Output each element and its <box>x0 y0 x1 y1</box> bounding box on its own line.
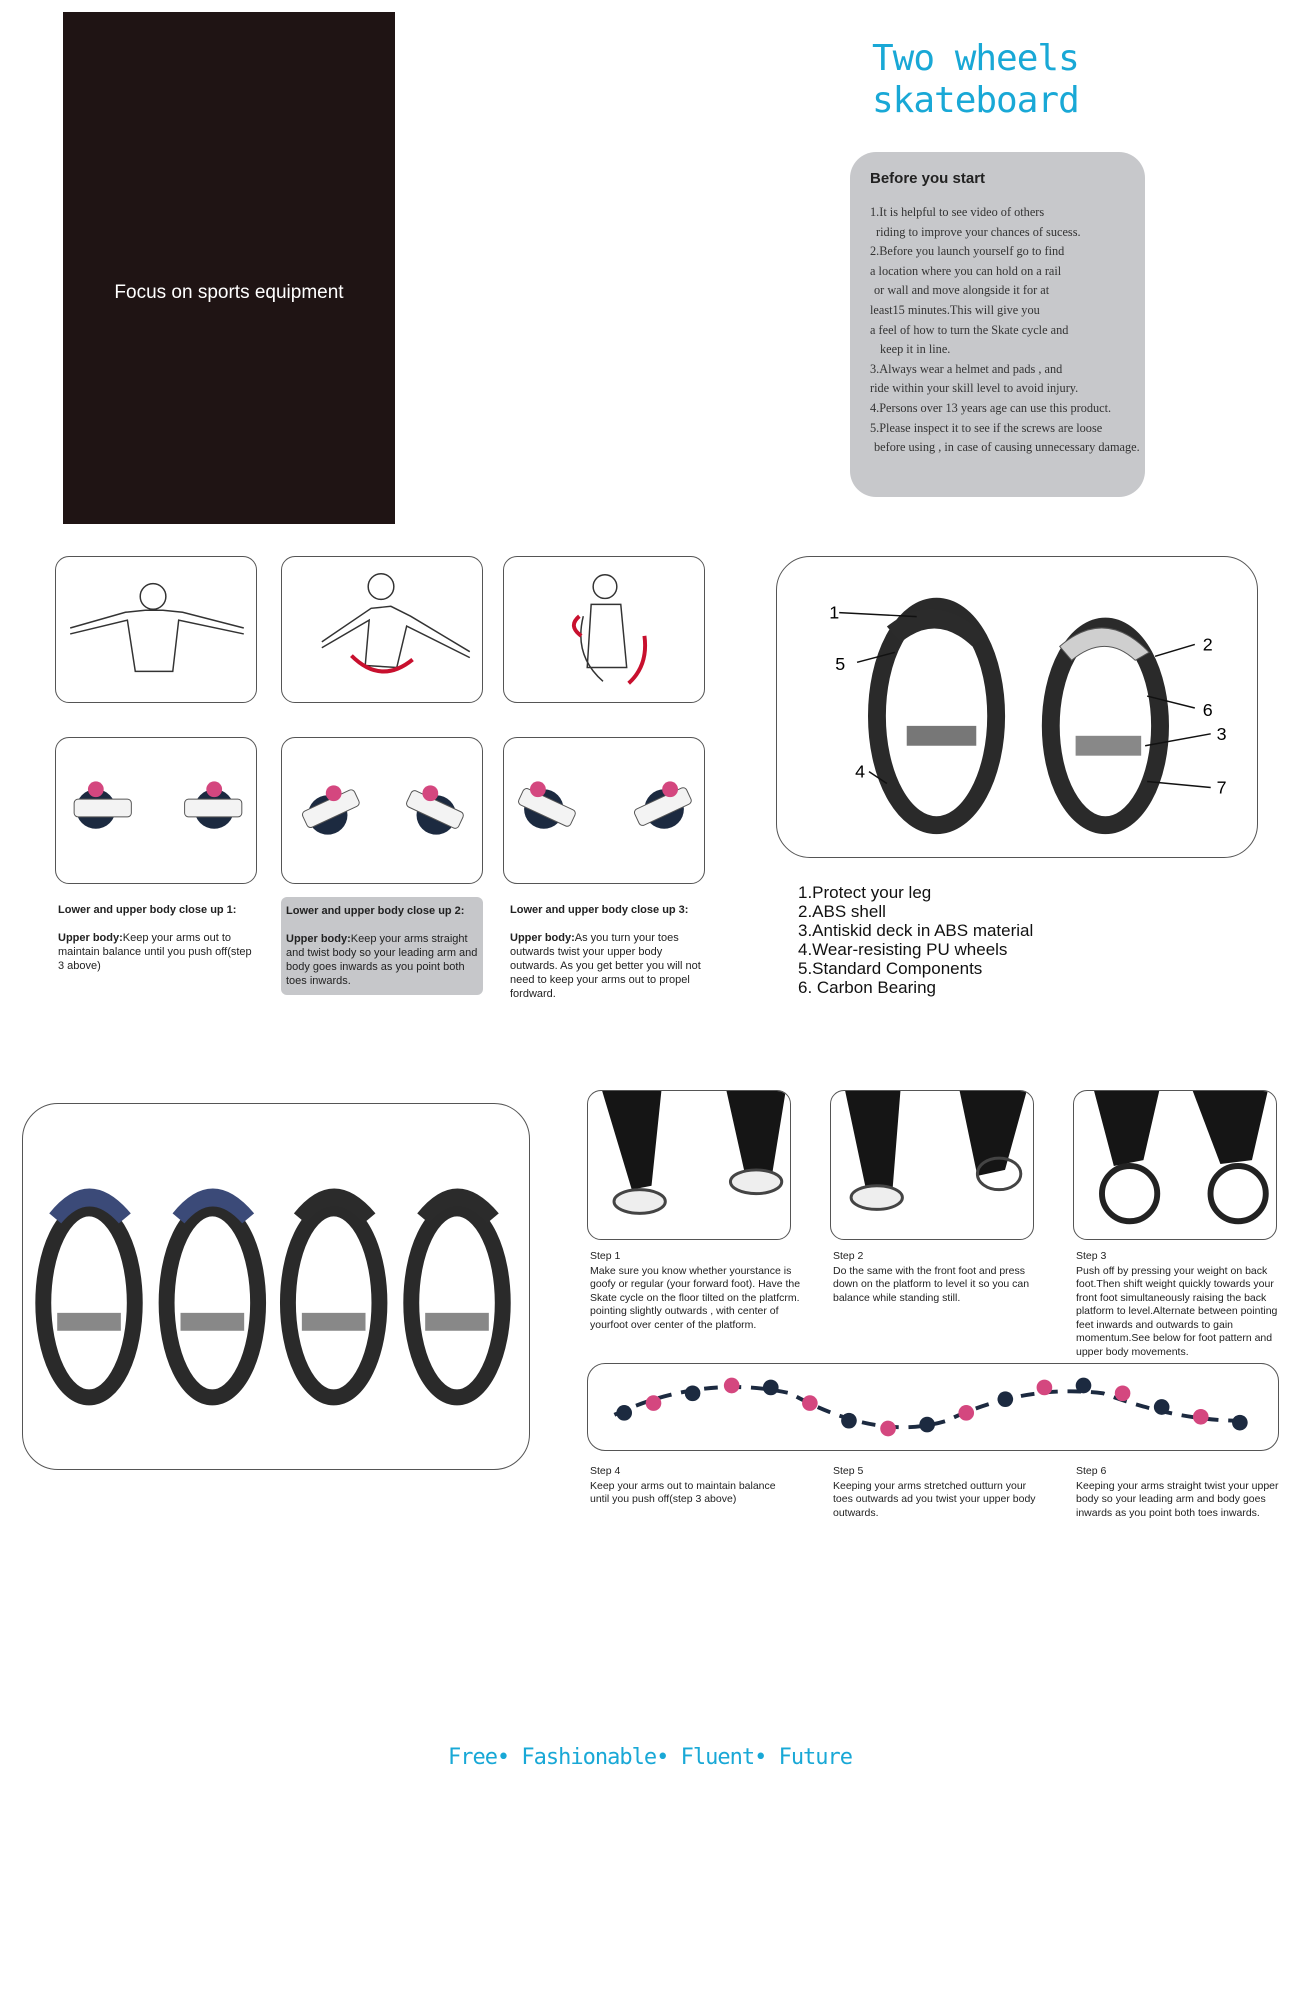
step-description: Keep your arms out to maintain balance until you push off(step 3 above) <box>590 1479 776 1505</box>
closeup-title: Lower and upper body close up 2: <box>286 905 465 917</box>
step-4-text <box>590 1465 790 1507</box>
step-2-text <box>833 1250 1043 1305</box>
before-line: 2.Before you launch yourself go to find <box>870 244 1065 259</box>
foot-pattern-strip <box>587 1363 1279 1451</box>
foot-position-1-illustration <box>56 738 256 883</box>
closeup-label: Upper body: <box>510 932 575 944</box>
part-item: 3.Antiskid deck in ABS material <box>798 921 1034 940</box>
before-line: keep it in line. <box>880 342 951 357</box>
part-number-1: 1 <box>829 602 840 623</box>
skate-parts-illustration <box>777 557 1257 857</box>
slogan: Free• Fashionable• Fluent• Future <box>447 1745 853 1770</box>
part-item: 4.Wear-resisting PU wheels <box>798 940 1008 959</box>
part-number-2: 2 <box>1202 634 1213 655</box>
foot-position-3-illustration <box>504 738 704 883</box>
foot-position-2-illustration <box>282 738 482 883</box>
before-line: 1.It is helpful to see video of others <box>870 205 1045 219</box>
part-item: 6. Carbon Bearing <box>798 978 936 997</box>
step-title: Step 1 <box>590 1250 621 1262</box>
part-number-6: 6 <box>1202 699 1213 720</box>
four-skate-wheels-illustration <box>23 1104 529 1469</box>
before-line: or wall and move alongside it for at <box>874 283 1050 298</box>
part-item: 5.Standard Components <box>798 959 983 978</box>
part-number-7: 7 <box>1216 777 1227 798</box>
arms-out-figure-illustration <box>56 557 256 702</box>
before-you-start-heading: Before you start <box>870 170 986 187</box>
closeup-text: Keep your arms straight and twist body so your leading arm and body goes inwards as you point both toes inwards. <box>286 933 478 987</box>
before-line: 3.Always wear a helmet and pads , and <box>870 361 1063 376</box>
product-lineup <box>22 1103 530 1470</box>
foot-position-3 <box>503 737 705 884</box>
before-you-start-box <box>850 152 1145 497</box>
before-line: 5.Please inspect it to see if the screws are loose <box>870 420 1103 435</box>
foot-position-1 <box>55 737 257 884</box>
step-1-legs-illustration <box>588 1091 790 1239</box>
side-turn-figure-illustration <box>504 557 704 702</box>
before-line: riding to improve your chances of sucess. <box>876 224 1081 239</box>
cover-text: Focus on sports equipment <box>114 282 344 303</box>
part-number-3: 3 <box>1216 723 1227 744</box>
before-line: a location where you can hold on a rail <box>870 263 1062 278</box>
step-6-text <box>1076 1465 1282 1520</box>
part-item: 2.ABS shell <box>798 902 886 921</box>
before-line: 4.Persons over 13 years age can use this product. <box>870 400 1112 415</box>
closeup-title: Lower and upper body close up 3: <box>510 904 689 916</box>
closeup-label: Upper body: <box>58 932 123 944</box>
step-title: Step 3 <box>1076 1250 1107 1262</box>
step-description: Keeping your arms straight twist your upper body so your leading arm and body goes inwards as you point both toes inwards. <box>1076 1479 1279 1519</box>
parts-diagram <box>776 556 1258 858</box>
closeup-caption-3 <box>510 903 710 1001</box>
closeup-caption-2 <box>281 897 483 995</box>
title-line-1: Two wheels <box>872 38 1079 79</box>
step-3-photo <box>1073 1090 1277 1240</box>
before-line: ride within your skill level to avoid injury. <box>870 381 1079 396</box>
step-3-legs-illustration <box>1074 1091 1276 1239</box>
upper-body-figure-1 <box>55 556 257 703</box>
step-title: Step 4 <box>590 1465 621 1477</box>
closeup-caption-1 <box>58 903 258 973</box>
before-line: before using , in case of causing unnecessary damage. <box>874 440 1140 455</box>
upper-body-figure-3 <box>503 556 705 703</box>
before-line: a feel of how to turn the Skate cycle and <box>870 322 1069 337</box>
step-2-photo <box>830 1090 1034 1240</box>
step-description: Push off by pressing your weight on back foot.Then shift weight quickly towards your front foot simultaneously raising the back platform to level.Alternate between pointing feet inwards and outwards to gain momentum.See below for foot pattern and upper body movements. <box>1076 1264 1278 1358</box>
step-description: Make sure you know whether yourstance is goofy or regular (your forward foot). Have the Skate cycle on the floor tilted on the platfcrm. pointing slightly outwards , with center of yourfoot over center of the platform. <box>590 1264 801 1331</box>
step-1-photo <box>587 1090 791 1240</box>
upper-body-figure-2 <box>281 556 483 703</box>
closeup-text: Keep your arms out to maintain balance until you push off(step 3 above) <box>58 932 252 972</box>
step-5-text <box>833 1465 1037 1520</box>
step-3-text <box>1076 1250 1280 1359</box>
closeup-text: As you turn your toes outwards twist your upper body outwards. As you get better you will not need to keep your arms out to propel fordward. <box>510 932 701 1000</box>
before-line: least15 minutes.This will give you <box>870 302 1040 317</box>
title-line-2: skateboard <box>872 80 1079 121</box>
cover-panel <box>63 12 395 524</box>
step-description: Keeping your arms stretched outturn your toes outwards ad you twist your upper body outwards. <box>833 1479 1036 1519</box>
step-description: Do the same with the front foot and press down on the platform to level it so you can balance while standing still. <box>833 1264 1030 1304</box>
page-title <box>872 38 1192 122</box>
step-title: Step 6 <box>1076 1465 1107 1477</box>
foot-position-2 <box>281 737 483 884</box>
closeup-title: Lower and upper body close up 1: <box>58 904 237 916</box>
step-1-text <box>590 1250 810 1332</box>
part-number-4: 4 <box>855 761 866 782</box>
step-title: Step 2 <box>833 1250 864 1262</box>
twist-body-figure-illustration <box>282 557 482 702</box>
parts-list <box>798 883 1033 997</box>
part-number-5: 5 <box>835 654 846 675</box>
closeup-label: Upper body: <box>286 933 351 945</box>
foot-pattern-illustration <box>588 1364 1278 1450</box>
step-title: Step 5 <box>833 1465 864 1477</box>
part-item: 1.Protect your leg <box>798 883 932 902</box>
step-2-legs-illustration <box>831 1091 1033 1239</box>
